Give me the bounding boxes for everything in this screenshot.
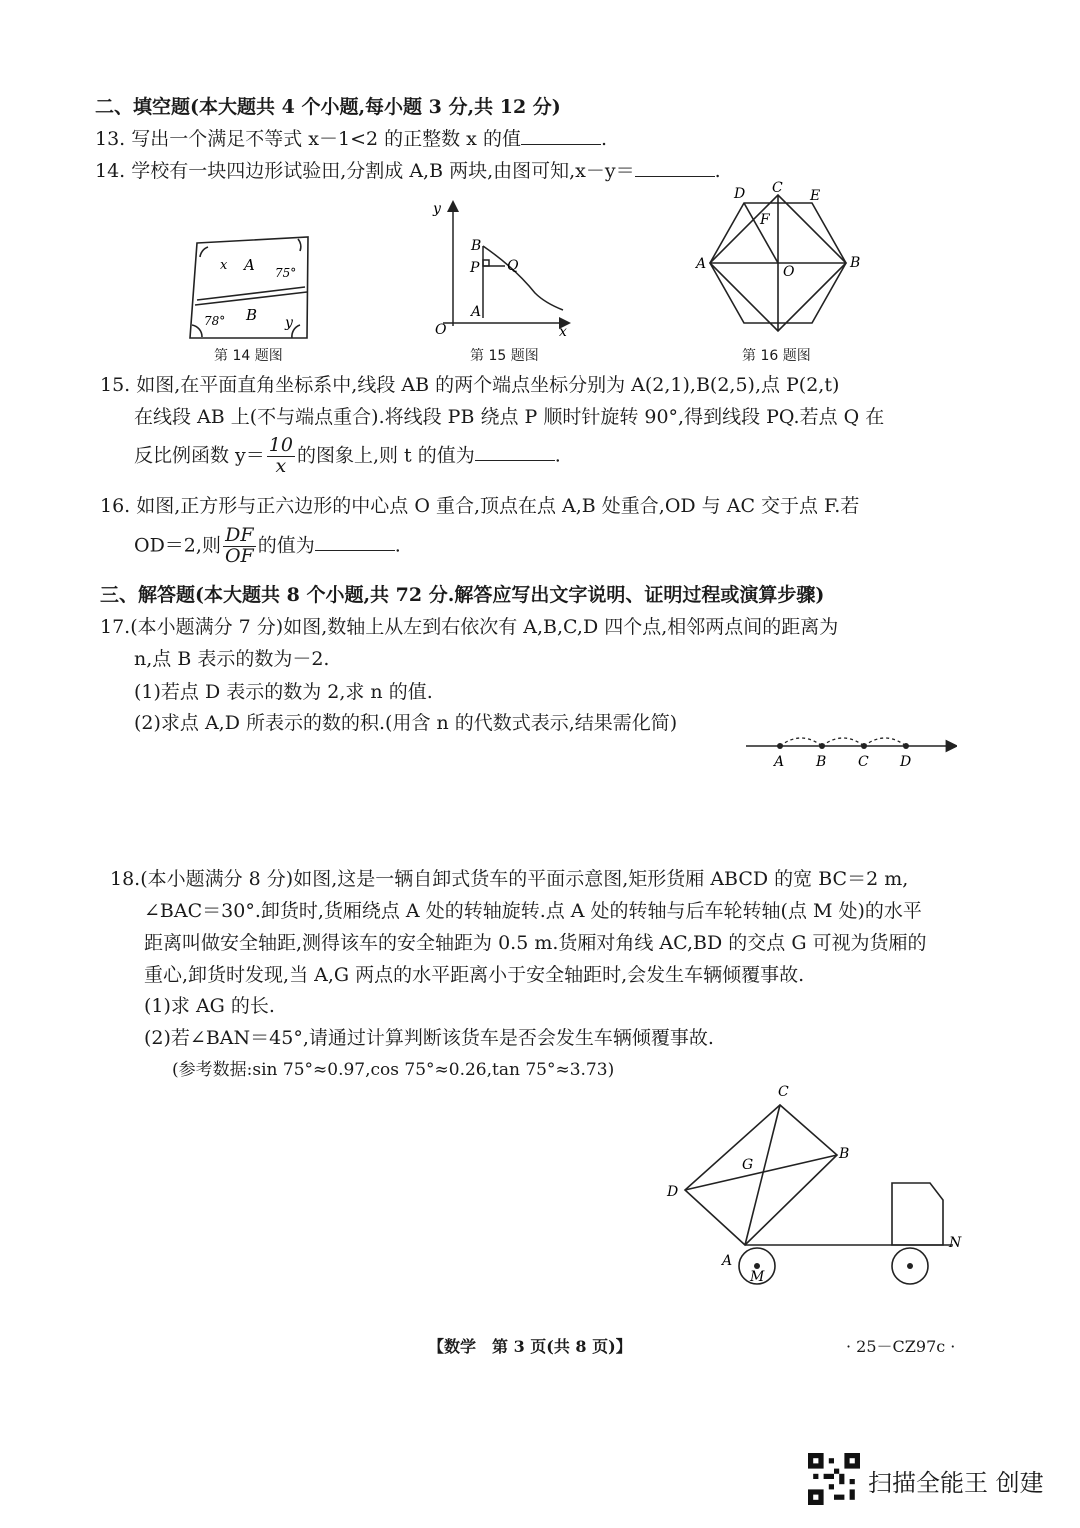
- fig15-label-y: y: [433, 201, 441, 217]
- fig16-label-O: O: [783, 264, 795, 280]
- q15-period: .: [554, 444, 561, 467]
- number-line-label-A: A: [774, 754, 785, 770]
- q16-period: .: [394, 534, 401, 557]
- q14-text: 14. 学校有一块四边形试验田,分割成 A,B 两块,由图可知,x－y＝: [95, 160, 635, 182]
- question-13: [95, 124, 607, 151]
- q16-line2: [134, 526, 401, 567]
- q14-period: .: [714, 160, 721, 182]
- q15-frac-den: x: [275, 454, 287, 477]
- footer-page-info: 【数学 第 3 页(共 8 页)】: [428, 1337, 632, 1356]
- q15-line1: 15. 如图,在平面直角坐标系中,线段 AB 的两个端点坐标分别为 A(2,1),B(2,5),点 P(2,t): [100, 374, 840, 396]
- q18-line1: 18.(本小题满分 8 分)如图,这是一辆自卸式货车的平面示意图,矩形货厢 ABCD 的宽 BC＝2 m,: [110, 868, 909, 890]
- q16-text-post: 的值为: [257, 534, 315, 557]
- truck-label-M: M: [750, 1269, 765, 1285]
- fig14-label-A: A: [244, 256, 255, 274]
- truck-label-G: G: [742, 1157, 754, 1173]
- q15-fraction: [267, 436, 295, 477]
- q15-answer-blank[interactable]: [475, 442, 555, 461]
- point-B: [819, 743, 825, 749]
- q17-line2: n,点 B 表示的数为－2.: [134, 648, 330, 670]
- q18-part2: (2)若∠BAN＝45°,请通过计算判断该货车是否会发生车辆倾覆事故.: [144, 1027, 714, 1049]
- q16-answer-blank[interactable]: [315, 532, 395, 551]
- fig14-label-B: B: [246, 306, 258, 324]
- q15-line2: 在线段 AB 上(不与端点重合).将线段 PB 绕点 P 顺时针旋转 90°,得到线段 PQ.若点 Q 在: [134, 406, 885, 428]
- q15-frac-num: 10: [268, 434, 293, 456]
- truck-label-D: D: [667, 1184, 679, 1200]
- fig15-label-P: P: [470, 260, 480, 276]
- q16-line1: 16. 如图,正方形与正六边形的中心点 O 重合,顶点在点 A,B 处重合,OD 与 AC 交于点 F.若: [100, 495, 860, 517]
- truck-label-B: B: [839, 1146, 850, 1162]
- fig15-label-O: O: [435, 322, 447, 338]
- fig14-label-y: y: [285, 315, 293, 331]
- q16-fraction: [223, 526, 256, 567]
- fig15-label-A: A: [471, 304, 482, 320]
- q17-part1: (1)若点 D 表示的数为 2,求 n 的值.: [134, 681, 433, 703]
- point-A: [777, 743, 783, 749]
- q17-number-line: [742, 728, 957, 773]
- q17-part2: (2)求点 A,D 所表示的数的积.(用含 n 的代数式表示,结果需化简): [134, 712, 678, 734]
- q16-text-pre: OD＝2,则: [134, 534, 221, 557]
- truck-label-C: C: [778, 1084, 789, 1100]
- q15-text-pre: 反比例函数 y＝: [134, 444, 265, 467]
- q15-line3: [134, 436, 561, 477]
- q18-part1: (1)求 AG 的长.: [144, 995, 275, 1017]
- q14-answer-blank[interactable]: [635, 158, 715, 177]
- q13-text: 13. 写出一个满足不等式 x－1<2 的正整数 x 的值: [95, 128, 521, 150]
- section2-title: 二、填空题(本大题共 4 个小题,每小题 3 分,共 12 分): [95, 96, 561, 118]
- fig16-label-A: A: [696, 256, 707, 272]
- figure-14: [180, 225, 330, 345]
- q18-line3: 距离叫做安全轴距,测得该车的安全轴距为 0.5 m.货厢对角线 AC,BD 的交点 G 可视为货厢的: [144, 932, 927, 954]
- fig16-label-B: B: [850, 255, 861, 271]
- fig14-label-x: x: [220, 258, 228, 273]
- q18-truck-figure: [660, 1080, 970, 1290]
- fig16-label-D: D: [734, 186, 746, 202]
- truck-label-N: N: [949, 1235, 962, 1251]
- q15-text-post: 的图象上,则 t 的值为: [296, 444, 475, 467]
- figure-15: [425, 198, 575, 346]
- fig15-label-B: B: [471, 238, 482, 254]
- scanner-watermark: 扫描全能王 创建: [868, 1469, 1044, 1497]
- number-line-label-B: B: [816, 754, 827, 770]
- q16-frac-den: OF: [224, 544, 254, 567]
- q13-answer-blank[interactable]: [521, 126, 601, 145]
- point-D: [903, 743, 909, 749]
- qr-code-icon: [808, 1453, 860, 1505]
- figure-16: [690, 178, 870, 343]
- q18-line2: ∠BAC＝30°.卸货时,货厢绕点 A 处的转轴旋转.点 A 处的转轴与后车轮转轴(点 M 处)的水平: [144, 900, 922, 922]
- truck-label-A: A: [722, 1253, 733, 1269]
- q17-line1: 17.(本小题满分 7 分)如图,数轴上从左到右依次有 A,B,C,D 四个点,相邻两点间的距离为: [100, 616, 839, 638]
- q13-period: .: [600, 128, 607, 150]
- truck-cargo-box: [685, 1105, 837, 1245]
- fig16-label-C: C: [772, 180, 783, 196]
- fig14-caption: 第 14 题图: [214, 348, 283, 364]
- footer-code: · 25－CZ97c ·: [846, 1337, 956, 1356]
- fig16-label-E: E: [810, 188, 821, 204]
- truck-diagonal-BD: [685, 1155, 837, 1190]
- fig16-label-F: F: [760, 212, 770, 228]
- number-line-label-D: D: [900, 754, 912, 770]
- point-C: [861, 743, 867, 749]
- question-14: [95, 156, 721, 183]
- number-line-label-C: C: [858, 754, 869, 770]
- fig14-label-75: 75°: [275, 266, 297, 280]
- truck-cab: [892, 1183, 943, 1245]
- fig14-label-78: 78°: [204, 314, 226, 328]
- fig15-label-Q: Q: [507, 258, 519, 274]
- fig16-caption: 第 16 题图: [742, 348, 811, 364]
- section3-title: 三、解答题(本大题共 8 个小题,共 72 分.解答应写出文字说明、证明过程或演算步骤): [100, 584, 825, 606]
- fig15-label-x: x: [559, 324, 567, 340]
- q18-reference-data: (参考数据:sin 75°≈0.97,cos 75°≈0.26,tan 75°≈3.73): [172, 1060, 615, 1080]
- q18-line4: 重心,卸货时发现,当 A,G 两点的水平距离小于安全轴距时,会发生车辆倾覆事故.: [144, 964, 805, 986]
- fig15-caption: 第 15 题图: [470, 348, 539, 364]
- q16-frac-num: DF: [223, 526, 256, 547]
- fig15-curve: [483, 246, 563, 310]
